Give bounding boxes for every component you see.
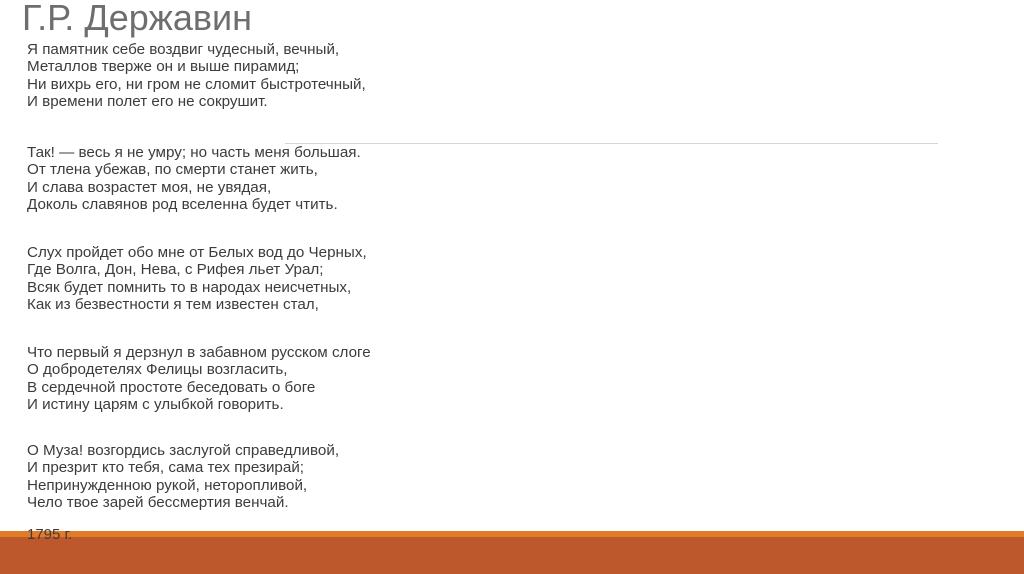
poem-line: И истину царям с улыбкой говорить. (27, 395, 284, 413)
poem-line: Слух пройдет обо мне от Белых вод до Черных, (27, 244, 367, 261)
poem-line: Ни вихрь его, ни гром не сломит быстротечный, (27, 75, 366, 93)
poem-line: Чело твое зарей бессмертия венчай. (27, 493, 289, 511)
stanza-1 (27, 41, 366, 110)
poem-line: Так! — весь я не умру; но часть меня большая. (27, 144, 361, 161)
slide-title: Г.Р. Державин (22, 0, 252, 38)
poem-line: В сердечной простоте беседовать о боге (27, 378, 316, 396)
poem-line: От тлена убежав, по смерти станет жить, (27, 161, 318, 179)
poem-line: Где Волга, Дон, Нева, с Рифея льет Урал; (27, 261, 324, 279)
poem-line: И времени полет его не сокрушит. (27, 92, 268, 110)
poem-line: Я памятник себе воздвиг чудесный, вечный, (27, 41, 340, 58)
poem-line: Всяк будет помнить то в народах неисчетных, (27, 278, 352, 296)
stanza-4 (27, 344, 371, 413)
stanza-5 (27, 442, 339, 511)
poem-line: Непринужденною рукой, неторопливой, (27, 476, 308, 494)
footer-bar (0, 537, 1024, 574)
poem-line: О добродетелях Фелицы возгласить, (27, 361, 288, 379)
poem-line: Металлов тверже он и выше пирамид; (27, 58, 300, 76)
poem-date: 1795 г. (27, 526, 73, 543)
divider-line (285, 143, 938, 144)
poem-line: Как из безвестности я тем известен стал, (27, 295, 319, 313)
poem-line: Доколь славянов род вселенна будет чтить. (27, 195, 338, 213)
poem-line: О Муза! возгордись заслугой справедливой, (27, 442, 340, 459)
poem-line: Что первый я дерзнул в забавном русском слоге (27, 344, 371, 361)
stanza-3 (27, 244, 367, 313)
poem-line: И слава возрастет моя, не увядая, (27, 178, 272, 196)
stanza-2 (27, 144, 361, 213)
poem-line: И презрит кто тебя, сама тех презирай; (27, 459, 305, 477)
